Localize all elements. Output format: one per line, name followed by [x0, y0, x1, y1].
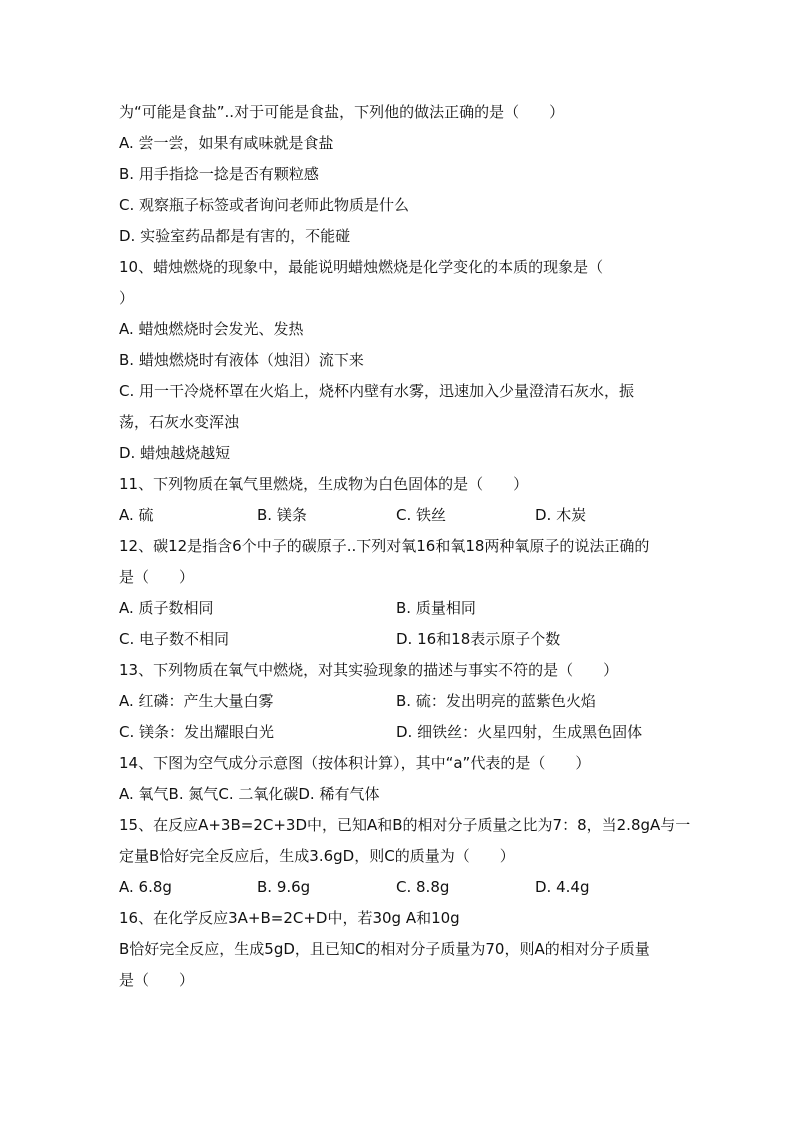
q12-stem-end: 是（ ） — [119, 568, 195, 586]
q13-option-d: D. 细铁丝：火星四射，生成黑色固体 — [396, 723, 643, 741]
q12-option-b: B. 质量相同 — [396, 599, 476, 617]
q15-option-a: A. 6.8g — [119, 878, 172, 896]
q10-option-a: A. 蜡烛燃烧时会发光、发热 — [119, 320, 304, 338]
q12-option-d: D. 16和18表示原子个数 — [396, 630, 561, 648]
q15-option-c: C. 8.8g — [396, 878, 450, 896]
q13-options-row1 — [119, 689, 679, 720]
q14-stem: 14、下图为空气成分示意图（按体积计算），其中“a”代表的是（ ） — [119, 754, 591, 772]
q11-option-c: C. 铁丝 — [396, 506, 447, 524]
q16-stem-cont: B恰好完全反应，生成5gD，且已知C的相对分子质量为70，则A的相对分子质量 — [119, 940, 650, 958]
q15-stem: 15、在反应A+3B=2C+3D中，已知A和B的相对分子质量之比为7：8，当2.8gA与一 — [119, 816, 691, 834]
q10-stem: 10、蜡烛燃烧的现象中，最能说明蜡烛燃烧是化学变化的本质的现象是（ — [119, 258, 604, 276]
q9-option-b: B. 用手指捻一捻是否有颗粒感 — [119, 165, 319, 183]
q12-options-row2 — [119, 627, 679, 658]
q11-options — [119, 503, 679, 534]
question-content — [119, 100, 691, 999]
q12-options-row1 — [119, 596, 679, 627]
q11-option-a: A. 硫 — [119, 506, 154, 524]
q9-option-c: C. 观察瓶子标签或者询问老师此物质是什么 — [119, 196, 410, 214]
q14-options: A. 氧气B. 氮气C. 二氧化碳D. 稀有气体 — [119, 785, 380, 803]
q15-options — [119, 875, 679, 906]
q9-option-a: A. 尝一尝，如果有咸味就是食盐 — [119, 134, 334, 152]
q11-stem: 11、下列物质在氧气里燃烧，生成物为白色固体的是（ ） — [119, 475, 529, 493]
q13-option-c: C. 镁条：发出耀眼白光 — [119, 723, 275, 741]
q13-option-b: B. 硫：发出明亮的蓝紫色火焰 — [396, 692, 596, 710]
q15-stem-cont: 定量B恰好完全反应后，生成3.6gD，则C的质量为（ ） — [119, 847, 515, 865]
q13-options-row2 — [119, 720, 679, 751]
q13-option-a: A. 红磷：产生大量白雾 — [119, 692, 274, 710]
q10-option-d: D. 蜡烛越烧越短 — [119, 444, 231, 462]
q10-option-c: C. 用一干冷烧杯罩在火焰上，烧杯内壁有水雾，迅速加入少量澄清石灰水，振 — [119, 382, 635, 400]
q10-stem-end: ） — [119, 289, 135, 307]
q10-option-b: B. 蜡烛燃烧时有液体（烛泪）流下来 — [119, 351, 364, 369]
q12-option-a: A. 质子数相同 — [119, 599, 214, 617]
q13-stem: 13、下列物质在氧气中燃烧，对其实验现象的描述与事实不符的是（ ） — [119, 661, 619, 679]
q12-option-c: C. 电子数不相同 — [119, 630, 230, 648]
q11-option-d: D. 木炭 — [535, 506, 587, 524]
q15-option-d: D. 4.4g — [535, 878, 590, 896]
q15-option-b: B. 9.6g — [257, 878, 311, 896]
q16-stem: 16、在化学反应3A+B=2C+D中，若30g A和10g — [119, 909, 460, 927]
q12-stem: 12、碳12是指含6个中子的碳原子..下列对氧16和氧18两种氧原子的说法正确的 — [119, 537, 650, 555]
q16-stem-end: 是（ ） — [119, 971, 195, 989]
q9-stem-continued: 为“可能是食盐”..对于可能是食盐，下列他的做法正确的是（ ） — [119, 103, 565, 121]
q10-option-c-cont: 荡，石灰水变浑浊 — [119, 413, 240, 431]
q11-option-b: B. 镁条 — [257, 506, 307, 524]
q9-option-d: D. 实验室药品都是有害的，不能碰 — [119, 227, 351, 245]
